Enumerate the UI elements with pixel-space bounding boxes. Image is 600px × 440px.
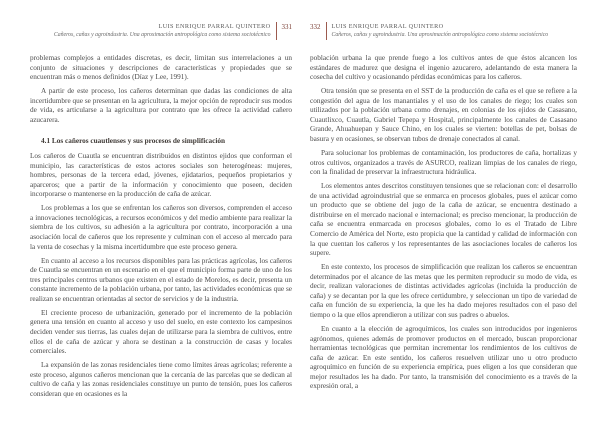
body-paragraph: población urbana la que prende fuego a los cultivos antes de que éstos alcancen los estándares de madurez que designa el ingenio azucarero, adelantando de esta manera la cosecha del cultivo y ocasionando pérdidas económicas para los cañeros. xyxy=(310,53,577,82)
running-header-left xyxy=(30,22,292,40)
body-paragraph: Los elementos antes descritos constituyen tensiones que se relacionan con: el desarrollo de una actividad agroindustrial que se enmarca en procesos globales, pues el azúcar como un producto que se obtiene del jugo de la caña de azúcar, se encuentra destinado a distribuirse en el mercado nacional e internacional; es preciso mencionar, la producción de caña se encuentra enmarcada en procesos globales, como lo es el Tratado de Libre Comercio de América del Norte, esto propicia que la cantidad y calidad de información con la que cuentan los cañeros y los representantes de las asociaciones locales de cañeros los supere. xyxy=(310,182,577,258)
body-paragraph: problemas complejos a entidades discretas, es decir, limitan sus interrelaciones a un conjunto de situaciones y descripciones de características y propiedades que se encuentran más o menos definidos (Díaz y Lee, 1991). xyxy=(30,53,292,82)
body-paragraph: A partir de este proceso, los cañeros determinan que dadas las condiciones de alta incertidumbre que se presentan en la agricultura, la mejor opción de reproducir sus modos de vida, es articularse a la agricultura por contrato que les ofrece la actividad cañero azucarera. xyxy=(30,87,292,124)
body-text-left xyxy=(30,54,292,400)
body-paragraph: La expansión de las zonas residenciales tiene como límites áreas agrícolas; referente a este proceso, algunos cañeros mencionan que la cercanía de las parcelas que se dedican al cultivo de caña y las zonas residenciales constituye un punto de tensión, pues los cañeros consideran que en ocasiones es la xyxy=(30,361,292,398)
page-number: 331 xyxy=(281,23,292,31)
body-paragraph: En cuanto a la elección de agroquímicos, los cuales son introducidos por ingenieros agrónomos, quienes además de promover productos en el mercado, buscan proporcionar herramientas tecnológicas que permitan incrementar los rendimientos de los cultivos de caña de azúcar. En este sentido, los cañeros resuelven utilizar uno u otro producto agroquímico en función de su experiencia empírica, pues eligen a los que consideran que mejor resultados les ha dado. Por tanto, la transmisión del conocimiento es a través de la expresión oral, a xyxy=(310,325,577,391)
running-head-subtitle: Cañeros, cañas y agroindustria. Una aproximación antropológica como sistema sociotécnico xyxy=(53,32,271,39)
running-head-text xyxy=(332,22,549,40)
body-text-right xyxy=(310,54,577,392)
running-head-author: LUIS ENRIQUE PARRAL QUINTERO xyxy=(331,23,444,30)
running-head-subtitle: Cañeros, cañas y agroindustria. Una aproximación antropológica como sistema sociotécnico xyxy=(331,32,549,39)
body-paragraph: Para solucionar los problemas de contaminación, los productores de caña, hortalizas y otros cultivos, organizados a través de ASURCO, realizan limpias de los canales de riego, con la finalidad de preservar la infraestructura hidráulica. xyxy=(310,149,577,177)
header-divider-rule xyxy=(276,22,277,40)
page-number: 332 xyxy=(310,23,321,31)
body-paragraph: En este contexto, los procesos de simplificación que realizan los cañeros se encuentran determinados por el alcance de las metas que les permiten reproducir su modo de vida, es decir, realizan valoraciones de distintas actividades agrícolas (incluida la producción de caña) y se decantan por la que les ofrece certidumbre, y seleccionan un tipo de variedad de caña en función de su experiencia, la que les ha dado mejores resultados con el paso del tiempo o la que ellos aprendieron a utilizar con sus padres o abuelos. xyxy=(310,263,577,320)
section-heading: 4.1 Los cañeros cuautlenses y sus procesos de simplificación xyxy=(41,137,226,146)
body-paragraph: Otra tensión que se presenta en el SST de la producción de caña es el que se refiere a la congestión del agua de los manantiales y el uso de los canales de riego; los cuales son utilizados por la población urbana como drenajes, en colonias de los ejidos de Casasano, Cuautlixco, Cuautla, Gabriel Tepepa y Hospital, principalmente los canales de Casasano Grande, Ahuahuepan y Sauce Chino, en los cuales se vierten: botellas de pet, bolsas de basura y en ocasiones, se observan tubos de drenaje conectados al canal. xyxy=(310,87,577,143)
body-paragraph: Los cañeros de Cuautla se encuentran distribuidos en distintos ejidos que conforman el municipio, las características de estos actores sociales son heterogéneas: mujeres, hombres, personas de la tercera edad, jóvenes, ejidatarios, pequeños propietarios y aparceros; que a partir de la información y conocimiento que poseen, deciden incorporarse o mantenerse en la producción de caña de azúcar. xyxy=(30,151,292,199)
running-head-text xyxy=(54,22,271,40)
running-head-author: LUIS ENRIQUE PARRAL QUINTERO xyxy=(158,23,271,30)
body-paragraph: Los problemas a los que se enfrentan los cañeros son diversos, comprenden el acceso a innovaciones tecnológicas, a recursos económicos y del medio ambiente para realizar la siembra de los cultivos, su adhesión a la agricultura por contrato, incorporación a una asociación local de cañeros que los represente y culminan con el acceso al mercado para la venta de cosechas y la misma incertidumbre que este proceso genera. xyxy=(30,204,292,251)
page-right xyxy=(300,0,600,440)
body-paragraph: En cuanto al acceso a los recursos disponibles para las prácticas agrícolas, los cañeros de Cuautla se encuentran en un escenario en el que el municipio forma parte de uno de los tres principales centros urbanos que existen en el estado de Morelos, es decir, presenta un constante incremento de la población urbana, por tanto, las actividades económicas que se realizan se encuentran orientadas al sector de servicios y de la industria. xyxy=(30,256,292,303)
header-divider-rule xyxy=(326,22,327,40)
body-paragraph: El creciente proceso de urbanización, generado por el incremento de la población genera una tensión en cuanto al acceso y uso del suelo, en este contexto los campesinos deciden vender sus tierras, las cuales dejan de utilizarse para la siembra de cultivos, entre ellos el de caña de azúcar y ahora se destinan a la construcción de casas y locales comerciales. xyxy=(30,308,292,356)
running-header-right xyxy=(310,22,577,40)
